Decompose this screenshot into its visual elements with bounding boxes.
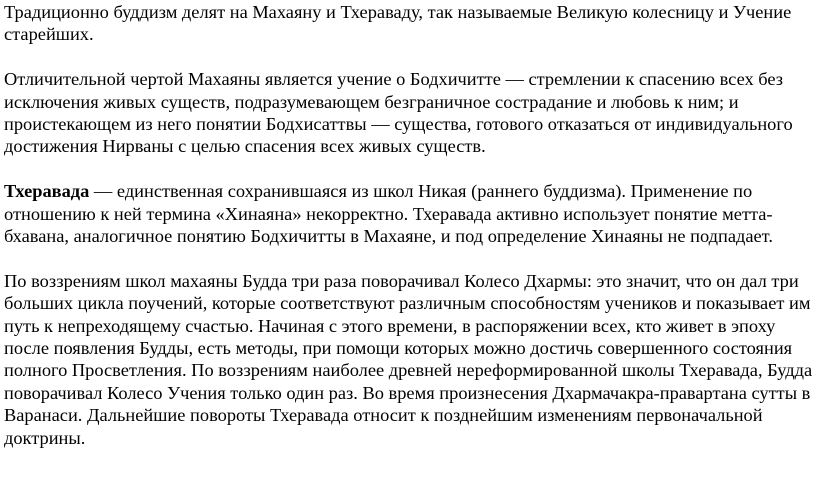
paragraph-spacer	[4, 46, 816, 68]
paragraph-dharma-wheel	[4, 270, 816, 449]
paragraph-mahayana-text: Отличительной чертой Махаяны является учение о Бодхичитте — стремлении к спасению всех без исключения живых существ, подразумевающем безграничное сострадание и любовь к ним; и проистекающем из него понятии Бодхисаттвы — существа, готового отказаться от индивидуального достижения Нирваны с целью спасения всех живых существ.	[4, 69, 793, 157]
paragraph-dharma-wheel-text: По воззрениям школ махаяны Будда три раза поворачивал Колесо Дхармы: это значит, что он дал три больших цикла поучений, которые соответствуют различным способностям учеников и показывает им путь к непреходящему счастью. Начиная с этого времени, в распоряжении всех, кто живет в эпоху после появления Будды, есть методы, при помощи которых можно достичь совершенного состояния полного Просветления. По воззрениям наиболее древней нереформированной школы Тхеравада, Будда поворачивал Колесо Учения только один раз. Во время произнесения Дхармачакра-правартана сутты в Варанаси. Дальнейшие повороты Тхеравада относит к позднейшим изменениям первоначальной доктрины.	[4, 270, 813, 448]
theravada-term: Тхеравада	[4, 181, 90, 202]
paragraph-theravada-text: — единственная сохранившаяся из школ Никая (раннего буддизма). Применение по отношению к ней термина «Хинаяна» некорректно. Тхеравада активно использует понятие метта-бхавана, аналогичное понятию Бодхичитты в Махаяне, и под определение Хинаяны не подпадает.	[4, 181, 773, 247]
paragraph-intro-text: Традиционно буддизм делят на Махаяну и Тхераваду, так называемые Великую колесницу и Учение старейших.	[4, 2, 792, 45]
paragraph-theravada	[4, 180, 816, 247]
paragraph-spacer	[4, 247, 816, 269]
document-body	[0, 1, 816, 496]
paragraph-spacer	[4, 158, 816, 180]
paragraph-mahayana	[4, 68, 816, 158]
paragraph-intro	[4, 1, 816, 46]
